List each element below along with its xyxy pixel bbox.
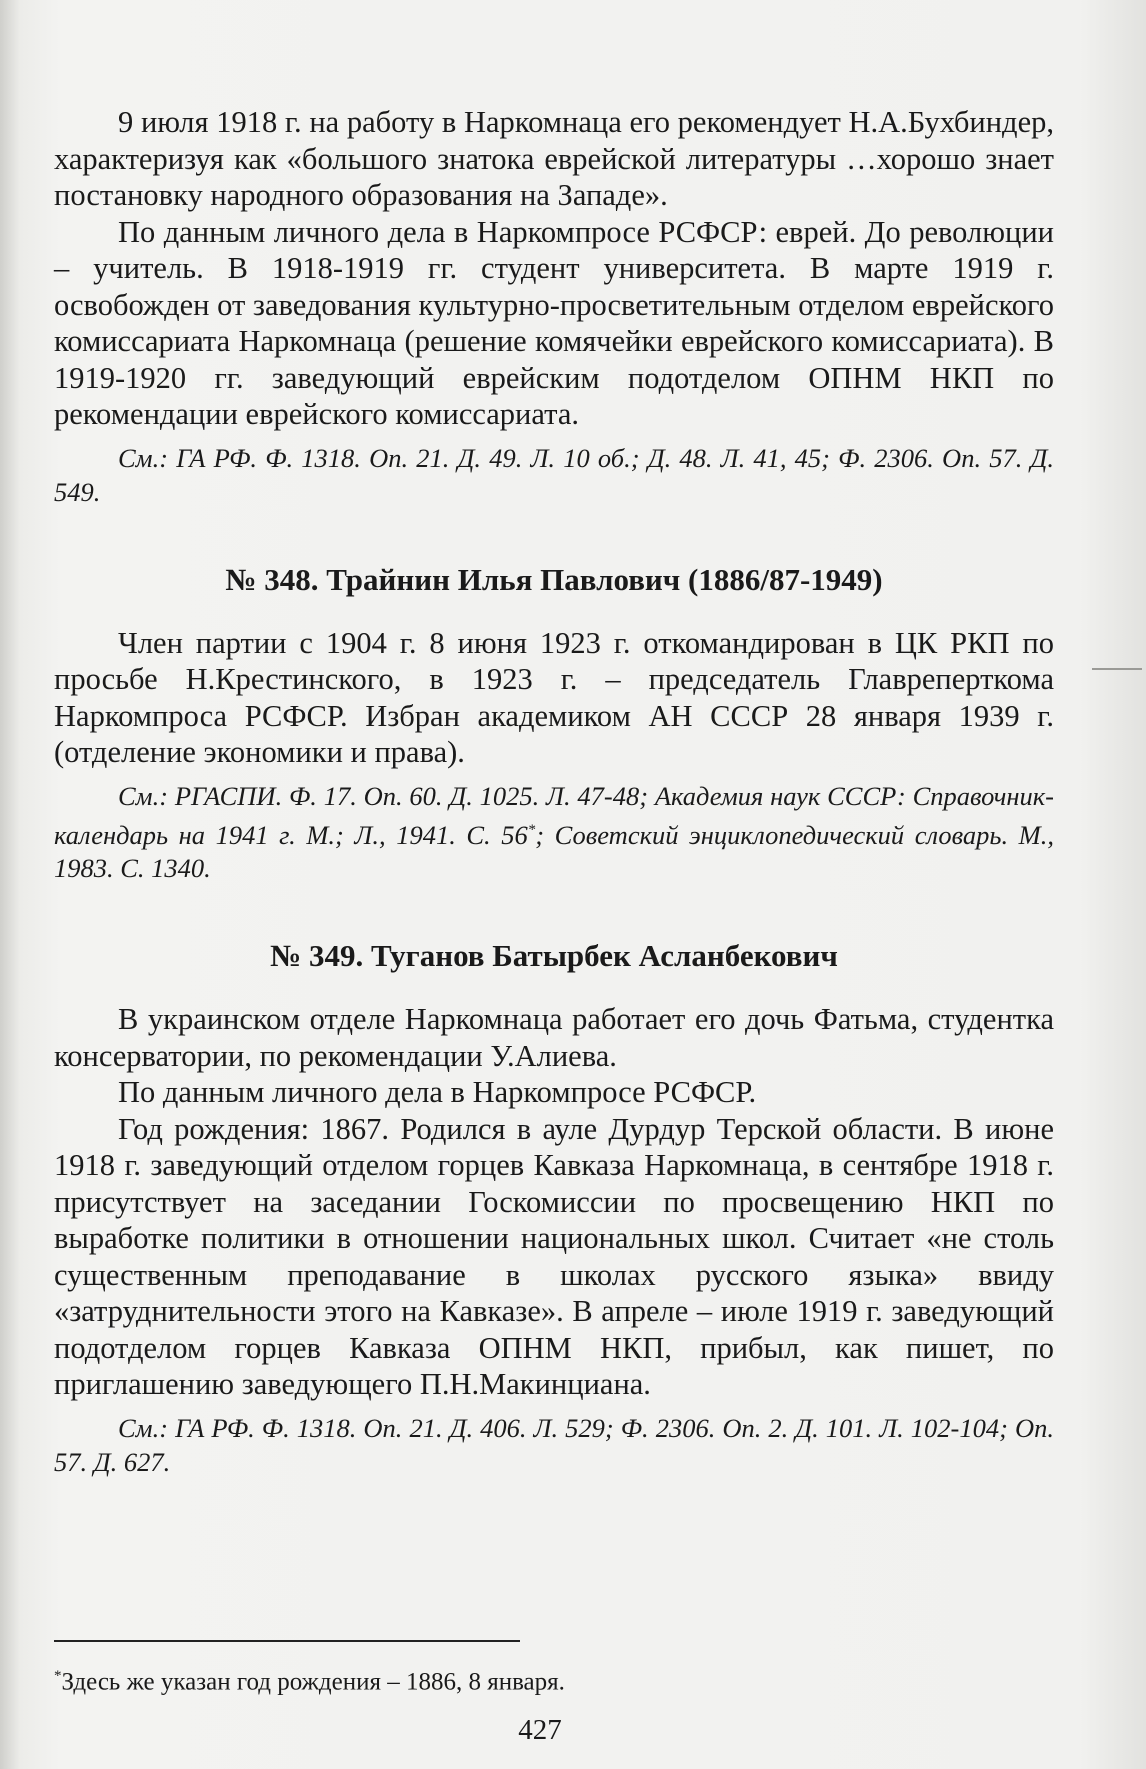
entry-348-reference-part-2: ; Советский энциклопедический словарь. М., 1983. С. 1340.	[54, 819, 1054, 884]
entry-348-reference-part-1: См.: РГАСПИ. Ф. 17. Оп. 60. Д. 1025. Л. 47-48; Академия наук СССР: Справочник-календарь на 1941 г. М.; Л., 1941. С. 56	[54, 780, 1054, 850]
entry-348-paragraph-1: Член партии с 1904 г. 8 июня 1923 г. откомандирован в ЦК РКП по просьбе Н.Крестинского, в 1923 г. – председатель Главреперткома Наркомпроса РСФСР. Избран академиком АН СССР 28 января 1939 г. (отделение экономики и права).	[54, 625, 1054, 769]
intro-paragraph-2: По данным личного дела в Наркомпросе РСФСР: еврей. До революции – учитель. В 1918-1919 гг. студент университета. В марте 1919 г. освобожден от заведования культурно-просветительным отделом еврейского комиссариата Наркомнаца (решение комячейки еврейского комиссариата). В 1919-1920 гг. заведующий еврейским подотделом ОПНМ НКП по рекомендации еврейского комиссариата.	[54, 214, 1054, 431]
page-number: 427	[518, 1714, 562, 1746]
entry-349-reference: См.: ГА РФ. Ф. 1318. Оп. 21. Д. 406. Л. 529; Ф. 2306. Оп. 2. Д. 101. Л. 102-104; Оп. 57. Д. 627.	[54, 1412, 1054, 1477]
page-body	[54, 104, 1054, 1479]
intro-reference: См.: ГА РФ. Ф. 1318. Оп. 21. Д. 49. Л. 10 об.; Д. 48. Л. 41, 45; Ф. 2306. Оп. 57. Д. 549.	[54, 442, 1054, 507]
entry-349-paragraph-1: В украинском отделе Наркомнаца работает его дочь Фатьма, студентка консерватории, по рекомендации У.Алиева.	[54, 1002, 1054, 1073]
entry-349-paragraph-2: По данным личного дела в Наркомпросе РСФСР.	[118, 1075, 757, 1110]
scan-edge-mark	[1092, 668, 1142, 670]
entry-348-heading: № 348. Трайнин Илья Павлович (1886/87-1949)	[225, 561, 883, 597]
footnote-marker: *	[527, 821, 536, 838]
entry-349-heading: № 349. Туганов Батырбек Асланбекович	[270, 938, 838, 974]
intro-paragraph-1: 9 июля 1918 г. на работу в Наркомнаца его рекомендует Н.А.Бухбиндер, характеризуя как «большого знатока еврейской литературы …хорошо знает постановку народного образования на Западе».	[54, 105, 1054, 212]
footnote	[54, 1660, 1054, 1698]
entry-348-reference	[54, 779, 1054, 886]
footnote-divider	[54, 1640, 520, 1642]
footnote-text: Здесь же указан год рождения – 1886, 8 января.	[61, 1668, 565, 1696]
footnote-mark: *	[54, 1668, 62, 1684]
entry-349-paragraph-3: Год рождения: 1867. Родился в ауле Дурдур Терской области. В июне 1918 г. заведующий отделом горцев Кавказа Наркомнаца, в сентябре 1918 г. присутствует на заседании Госкомиссии по просвещению НКП по выработке политики в отношении национальных школ. Считает «не столь существенным преподавание в школах русского языка» ввиду «затруднительности этого на Кавказе». В апреле – июле 1919 г. заведующий подотделом горцев Кавказа ОПНМ НКП, прибыл, как пишет, по приглашению заведующего П.Н.Макинциана.	[54, 1111, 1054, 1402]
